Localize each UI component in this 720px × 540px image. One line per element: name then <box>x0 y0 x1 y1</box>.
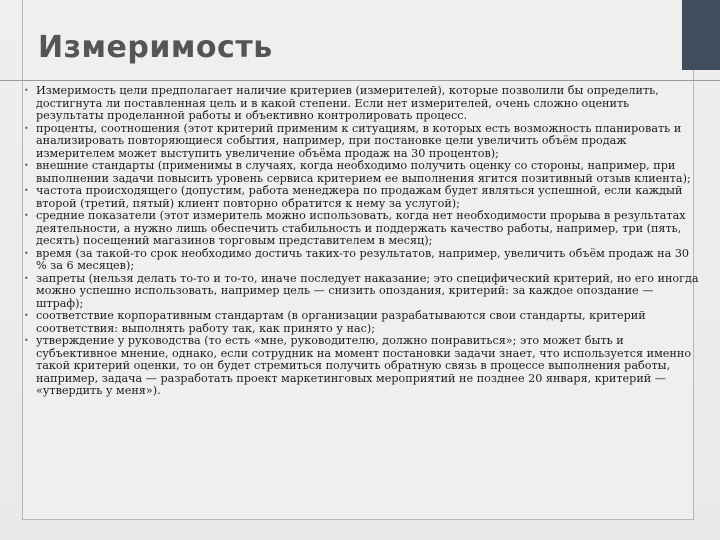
bullet-item <box>24 185 700 210</box>
bullet-icon: • <box>24 186 29 195</box>
bullet-text: средние показатели (этот измеритель можно использовать, когда нет необходимости прорыва в результатах деятельности, а нужно лишь обеспечить стабильность и поддержать качество работы, например, три (пять, десять) посещений магазинов торговым представителем в месяц); <box>36 209 686 247</box>
bullet-icon: • <box>24 211 29 220</box>
bullet-icon: • <box>24 336 29 345</box>
bullet-item <box>24 123 700 161</box>
bullet-item <box>24 160 700 185</box>
slide-title: Измеримость <box>38 30 273 65</box>
bullet-text: Измеримость цели предполагает наличие критериев (измерителей), которые позволили бы определить, достигнута ли поставленная цель и в какой степени. Если нет измерителей, очень сложно оценить результаты проделанной работы и объективно контролировать процесс. <box>36 84 659 122</box>
bullet-text: утверждение у руководства (то есть «мне, руководителю, должно понравиться»; это может быть и субъективное мнение, однако, если сотрудник на момент постановки задачи знает, что используется именно такой критерий оценки, то он будет стремиться получить обратную связь в процессе выполнения работы, например, задача — разработать проект маркетинговых мероприятий не позднее 20 января, критерий — «утвердить у меня»). <box>36 334 692 397</box>
title-divider <box>0 80 720 81</box>
bullet-item <box>24 85 700 123</box>
bullet-icon: • <box>24 311 29 320</box>
bullet-item <box>24 248 700 273</box>
bullet-text: частота происходящего (допустим, работа менеджера по продажам будет являться успешной, если каждый второй (третий, пятый) клиент повторно обратится к нему за услугой); <box>36 184 683 210</box>
slide-body <box>24 85 700 398</box>
bullet-text: соответствие корпоративным стандартам (в организации разрабатываются свои стандарты, критерий соответствия: выполнять работу так, как принято у нас); <box>36 309 646 335</box>
bullet-icon: • <box>24 161 29 170</box>
corner-decoration <box>682 0 720 70</box>
bullet-item <box>24 273 700 311</box>
bullet-icon: • <box>24 248 29 258</box>
bullet-list <box>24 85 700 398</box>
bullet-icon: • <box>24 123 29 133</box>
bullet-item <box>24 310 700 335</box>
bullet-text: время (за такой-то срок необходимо достичь таких-то результатов, например, увеличить объём продаж на 30 % за 6 месяцев); <box>36 246 690 272</box>
bullet-text: внешние стандарты (применимы в случаях, когда необходимо получить оценку со стороны, например, при выполнении задачи повысить уровень сервиса критерием ее выполнения ягится позитивный отзыв клиента); <box>36 159 691 185</box>
bullet-icon: • <box>24 273 29 283</box>
bullet-text: запреты (нельзя делать то-то и то-то, иначе последует наказание; это специфический критерий, но его иногда можно успешно использовать, например цель — снизить опоздания, критерий: за каждое опоздание — штраф); <box>36 271 699 310</box>
bullet-item <box>24 210 700 248</box>
bullet-item <box>24 335 700 398</box>
bullet-icon: • <box>24 86 29 95</box>
bullet-text: проценты, соотношения (этот критерий применим к ситуациям, в которых есть возможность планировать и анализировать повторяющиеся события, например, при постановке цели увеличить объём продаж измерителем может выступить увеличение объёма продаж на 30 процентов); <box>36 121 682 160</box>
